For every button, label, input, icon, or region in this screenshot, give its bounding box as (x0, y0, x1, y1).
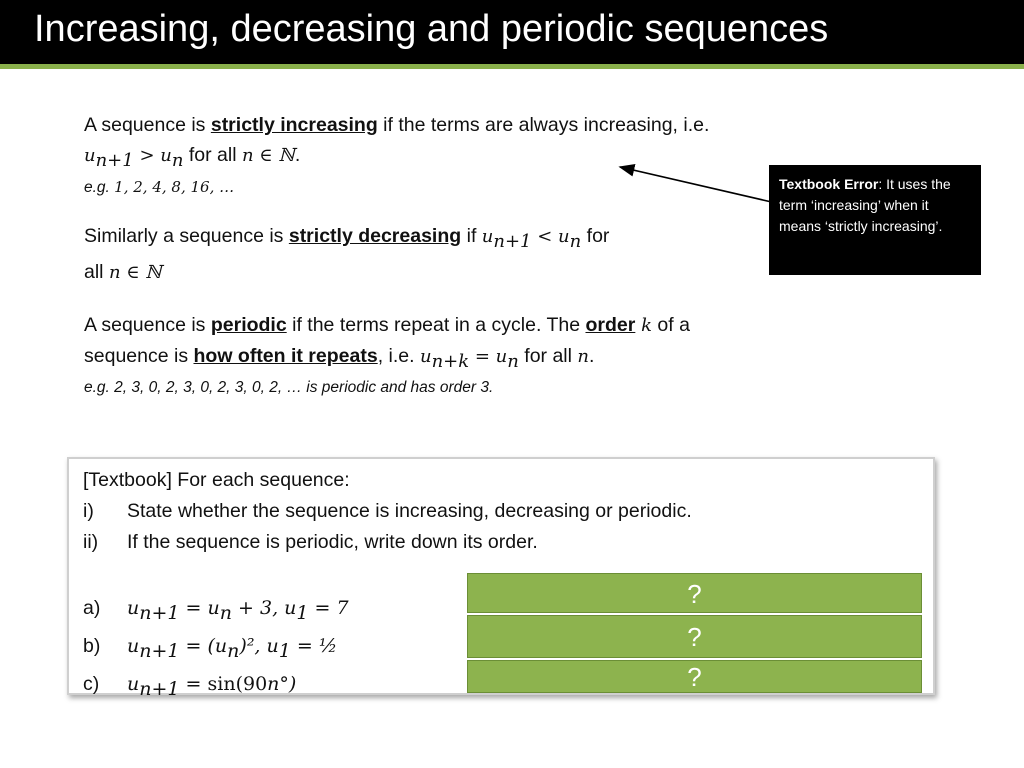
part-label: b) (83, 635, 101, 657)
keyword-strictly-increasing: strictly increasing (210, 114, 378, 136)
text: for (581, 224, 610, 247)
instruction-item (83, 527, 692, 558)
text: A sequence is (84, 313, 211, 336)
math-subscript: n (219, 601, 232, 624)
keyword-strictly-decreasing: strictly decreasing (288, 224, 462, 247)
part-label: a) (83, 597, 101, 619)
math: u (84, 145, 96, 166)
math: = ½ (290, 635, 338, 657)
text: sequence is (84, 344, 194, 367)
annotation-arrow (620, 167, 776, 203)
textbook-error-note (769, 165, 981, 275)
math: n ∈ ℕ (108, 261, 162, 283)
keyword-order: order (585, 313, 636, 336)
example-label: e.g. (84, 178, 115, 196)
math: < u (531, 225, 570, 247)
math: = u (469, 345, 508, 367)
math: = u (179, 597, 220, 619)
text: if the terms are always increasing, i.e. (377, 114, 710, 136)
text: of a (651, 313, 690, 336)
text: for all (183, 144, 242, 166)
exercise-instructions (83, 465, 692, 558)
instruction-text: State whether the sequence is increasing, decreasing or periodic. (127, 500, 692, 522)
math-subscript: n+1 (139, 677, 180, 700)
math: + 3, u (232, 597, 297, 619)
note-text: : It uses the term ‘increasing’ when it means ‘strictly increasing’. (779, 176, 951, 234)
exercise-part-b (83, 627, 349, 665)
exercise-parts (83, 589, 349, 703)
instruction-item (83, 496, 692, 527)
exercise-part-c (83, 665, 349, 703)
answer-reveal-c[interactable]: ? (467, 660, 922, 693)
math: u (127, 635, 140, 657)
exercise-part-a (83, 589, 349, 627)
text: if (461, 224, 482, 247)
note-heading: Textbook Error (779, 176, 879, 192)
math: u (481, 225, 494, 247)
example-terms: 1, 2, 4, 8, 16, … (114, 177, 235, 196)
instruction-label: ii) (83, 531, 99, 553)
math-subscript: n (507, 350, 519, 372)
math: u (419, 345, 432, 367)
math-subscript: 1 (296, 601, 309, 624)
math: n°) (267, 673, 297, 695)
math: = sin(90 (179, 673, 268, 695)
math-subscript: n+k (431, 350, 470, 372)
math-subscript: n (171, 149, 184, 171)
math-subscript: n (227, 639, 240, 662)
text: for all (518, 344, 578, 367)
math: )², u (239, 635, 279, 657)
math-subscript: 1 (278, 639, 291, 662)
math-subscript: n+1 (95, 149, 134, 171)
exercise-intro: [Textbook] For each sequence: (83, 469, 350, 491)
instruction-text: If the sequence is periodic, write down its order. (127, 531, 538, 553)
part-label: c) (83, 673, 100, 695)
answer-reveal-b[interactable]: ? (467, 615, 922, 658)
answer-reveal-a[interactable]: ? (467, 573, 922, 613)
math: k (635, 314, 652, 336)
math-subscript: n+1 (139, 639, 180, 662)
text: . (294, 144, 301, 166)
slide-title: Increasing, decreasing and periodic sequences (34, 8, 829, 50)
text: Similarly a sequence is (84, 224, 289, 247)
text: A sequence is (84, 114, 211, 136)
math: u (127, 597, 140, 619)
text: all (84, 260, 109, 283)
math: = (u (179, 635, 228, 657)
math: > u (133, 145, 172, 166)
keyword-periodic: periodic (210, 313, 287, 336)
math-subscript: n+1 (139, 601, 180, 624)
periodic-example: e.g. 2, 3, 0, 2, 3, 0, 2, 3, 0, 2, … is periodic and has order 3. (84, 378, 494, 396)
math: u (127, 673, 140, 695)
math: n (577, 345, 589, 367)
math: = 7 (308, 597, 349, 619)
text: . (589, 344, 595, 367)
text: , i.e. (377, 344, 420, 367)
math: n ∈ ℕ (241, 145, 295, 166)
instruction-label: i) (83, 500, 94, 522)
math-subscript: n+1 (493, 230, 532, 252)
math-subscript: n (569, 230, 582, 252)
keyword-how-often-it-repeats: how often it repeats (193, 344, 378, 367)
text: if the terms repeat in a cycle. The (286, 313, 586, 336)
